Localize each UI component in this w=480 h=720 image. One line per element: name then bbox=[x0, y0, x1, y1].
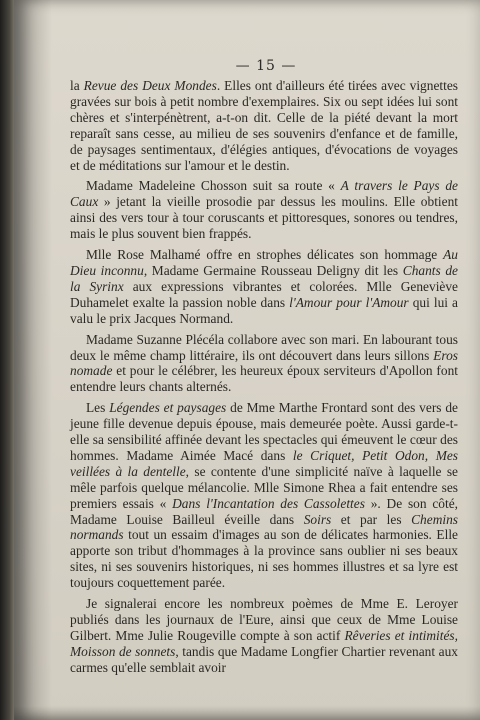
text-run: » jetant la vieille prosodie par dessus les moulins. Elle obtient ainsi des vers tour à tour coruscants et pittoresques, sonores ou tendres, mais le plus souvent bien frappés. bbox=[70, 194, 458, 242]
italic-title: l'Amour pour l'Amour bbox=[289, 294, 409, 310]
text-run: de Mme Marthe Frontard sont des vers de jeune fille devenue depuis épouse, mais demeurée poète. Aussi garde-t-elle sa sensibilité affinée devant les spectacles qui émeuvent le cœur des hommes. Madame Aimée Macé dans bbox=[70, 400, 458, 463]
text-run: Je signalerai encore les nombreux poèmes de Mme E. Leroyer publiés dans les journaux de l'Eure, ainsi que ceux de Mme Louise Gilbert. Mme Julie Rougeville compte à son actif bbox=[70, 596, 458, 643]
text-run: Mlle Rose Malhamé offre en strophes délicates son hommage bbox=[86, 247, 444, 263]
text-run: qui lui a valu le prix Jacques Normand. bbox=[70, 294, 459, 326]
text-run: la bbox=[70, 78, 84, 93]
paragraph bbox=[70, 596, 458, 676]
italic-title: Chants de la Syrinx bbox=[70, 262, 458, 294]
italic-title: Dans l'Incantation des Cassolettes bbox=[172, 495, 365, 511]
page-bottom-edge bbox=[14, 706, 480, 720]
italic-title: Rêveries et intimités, Moisson de sonnets bbox=[70, 627, 458, 659]
text-run: et pour le célébrer, les heureux époux serviteurs d'Apollon font entendre leurs chants alternés. bbox=[70, 363, 458, 395]
page-number: — 15 — bbox=[235, 58, 297, 74]
text-run: Madame Suzanne Plécéla collabore avec son mari. En labourant tous deux le même champ littéraire, ils ont découvert dans leurs sillons bbox=[70, 331, 458, 363]
italic-title: Chemins normands bbox=[70, 511, 458, 543]
body-text bbox=[70, 78, 458, 681]
italic-title: Légendes et paysages bbox=[109, 400, 227, 416]
text-run: , Madame Germaine Rousseau Deligny dit les bbox=[143, 262, 403, 278]
italic-title: Soirs bbox=[303, 511, 332, 527]
text-run: aux expressions vibrantes et colorées. Mlle Geneviève Duhamelet exalte la passion noble dans bbox=[70, 278, 458, 310]
italic-title: Revue des Deux Mondes bbox=[83, 78, 217, 93]
text-run: et par les bbox=[331, 511, 412, 527]
text-run: , se contente d'une simplicité naïve à laquelle se mêle parfois quelque mélancolie. Mlle Simone Rhea a fait entendre ses premiers essais « bbox=[70, 463, 458, 511]
text-run: . Elles ont d'ailleurs été tirées avec vignettes gravées sur bois à petit nombre d'exemplaires. Six ou sept idées lui sont chères et s'interpénètrent, a-t-on dit. Celle de la piété devant la mort reparaît sans cesse, au milieu de ses souvenirs d'enfance et de famille, de paysages sentimentaux, d'élégies antiques, d'évocations de voyages et de méditations sur l'amour et le destin. bbox=[70, 78, 458, 173]
paragraph bbox=[70, 78, 458, 173]
paragraph bbox=[70, 178, 458, 242]
text-run: Les bbox=[86, 400, 110, 416]
italic-title: le Criquet, Petit Odon, Mes veillées à la dentelle bbox=[70, 447, 458, 479]
text-run: , tandis que Madame Longfier Chartier revenant aux carmes qu'elle semblait avoir bbox=[70, 643, 458, 675]
paragraph bbox=[70, 400, 458, 591]
italic-title: A travers le Pays de Caux bbox=[70, 178, 458, 210]
italic-title: Eros nomade bbox=[70, 347, 458, 379]
text-run: ». De son côté, Madame Louise Bailleul éveille dans bbox=[70, 495, 458, 527]
paragraph bbox=[70, 247, 458, 327]
text-run: tout un essaim d'images au son de délicates harmonies. Elle apporte son tribut d'hommages à la province sans oublier ni ses beaux sites, ni ses souvenirs historiques, ni ses hommes illustres et sa lyre est toujours coquettement parée. bbox=[70, 527, 458, 591]
italic-title: Au Dieu inconnu bbox=[70, 247, 458, 278]
text-run: Madame Madeleine Chosson suit sa route « bbox=[86, 178, 341, 194]
paragraph bbox=[70, 332, 458, 396]
